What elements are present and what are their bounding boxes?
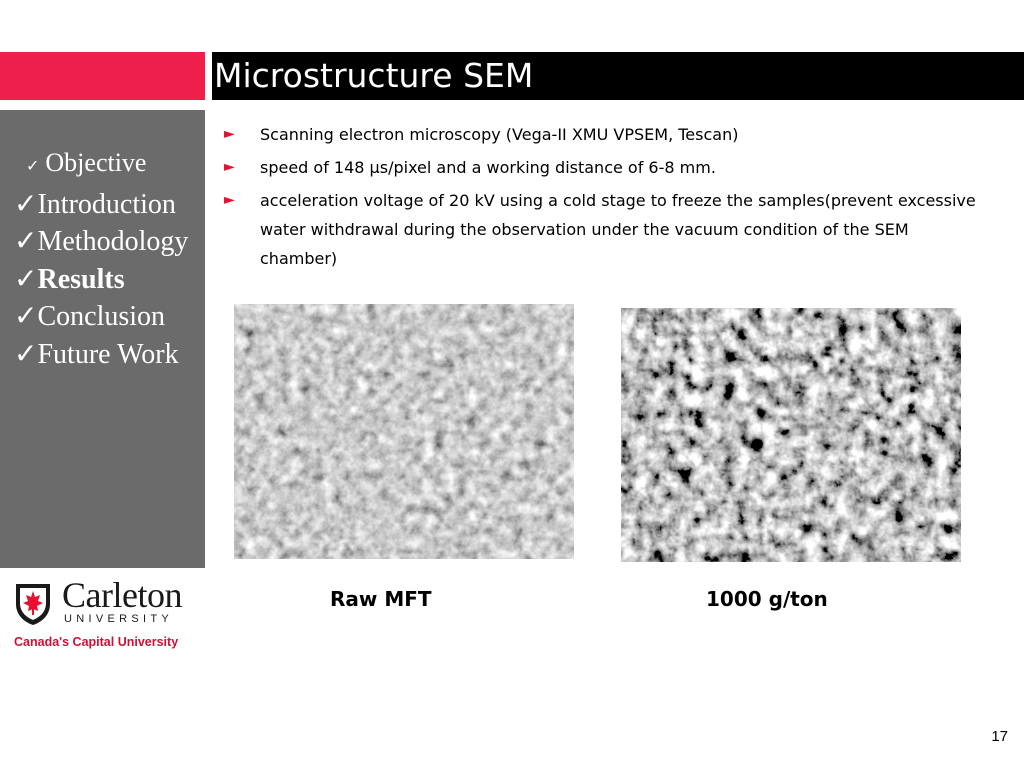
sidebar [0, 110, 205, 568]
bullet-item: ► speed of 148 µs/pixel and a working distance of 6-8 mm. [224, 153, 984, 182]
carleton-logo [14, 575, 204, 654]
sem-image-raw-mft [234, 304, 574, 559]
caption-1000-g-ton: 1000 g/ton [706, 587, 828, 611]
nav-item-conclusion[interactable]: ✓Conclusion [14, 298, 188, 336]
triangle-right-icon: ► [224, 126, 235, 142]
bullet-list [224, 120, 984, 277]
bullet-item: ► acceleration voltage of 20 kV using a cold stage to freeze the samples(prevent excessive water withdrawal during the observation under the vacuum condition of the SEM chamber) [224, 186, 984, 273]
check-icon: ✓ [14, 338, 38, 370]
nav-item-methodology[interactable]: ✓Methodology [14, 223, 188, 261]
slide-title: Microstructure SEM [212, 52, 1024, 100]
bullet-item: ► Scanning electron microscopy (Vega-II XMU VPSEM, Tescan) [224, 120, 984, 149]
nav-item-results[interactable]: ✓Results [14, 261, 188, 299]
nav-item-future-work[interactable]: ✓Future Work [14, 336, 188, 374]
accent-bar [0, 52, 205, 100]
triangle-right-icon: ► [224, 159, 235, 175]
nav-list [14, 144, 188, 373]
page-number: 17 [991, 728, 1008, 745]
sem-image-1000-g-ton [621, 308, 961, 562]
nav-item-introduction[interactable]: ✓Introduction [14, 186, 188, 224]
logo-subtitle: UNIVERSITY [64, 613, 174, 625]
nav-item-objective[interactable]: ✓ Objective [14, 144, 188, 186]
check-icon: ✓ [14, 188, 38, 220]
caption-raw-mft: Raw MFT [330, 587, 432, 611]
check-icon: ✓ [14, 301, 38, 332]
triangle-right-icon: ► [224, 192, 235, 208]
logo-name: Carleton [62, 575, 182, 615]
shield-icon [14, 582, 52, 626]
logo-tagline: Canada's Capital University [14, 635, 179, 649]
check-icon: ✓ [14, 226, 38, 257]
check-icon: ✓ [26, 158, 40, 175]
check-icon: ✓ [14, 263, 38, 295]
